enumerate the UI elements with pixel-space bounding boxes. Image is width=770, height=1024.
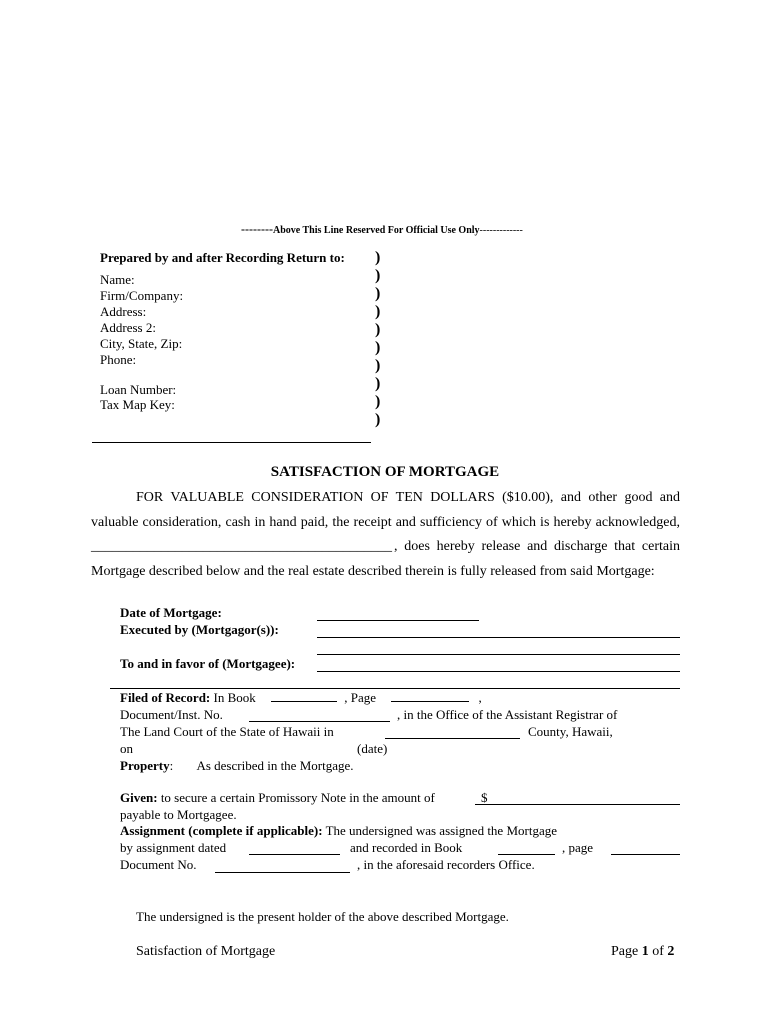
mortgagee-blank-1[interactable] [317,671,680,672]
property-line [120,758,354,774]
book-blank[interactable] [271,690,337,702]
field-phone: Phone: [100,352,137,367]
body-line-3-text: , does hereby release and discharge that certain [394,539,680,554]
body-line-2: valuable consideration, cash in hand paid, the receipt and sufficiency of which is hereby acknowledged, [91,515,680,530]
prepared-by-heading: Prepared by and after Recording Return to: [100,250,345,265]
assignment-book-blank[interactable] [498,854,555,855]
of-word: of [652,944,664,959]
date-label: (date) [357,741,388,756]
prepared-by-divider [92,442,371,443]
paren: ) [375,267,381,284]
paren: ) [375,303,381,320]
field-address: Address: [100,304,147,319]
reserved-dashes-left: -------- [241,222,273,236]
releasor-blank[interactable]: ___________________________________________ [91,539,392,554]
document-no-blank[interactable] [215,872,350,873]
office-text: , in the Office of the Assistant Registrar of [397,707,618,722]
on-label: on [120,741,133,756]
assignment-line [120,823,557,839]
executed-by-label: Executed by (Mortgagor(s)): [120,622,279,637]
paren: ) [375,249,381,266]
paren: ) [375,285,381,302]
amount-blank[interactable] [475,804,680,805]
field-tax-map-key: Tax Map Key: [100,397,175,412]
date-of-mortgage-label: Date of Mortgage: [120,605,222,620]
holder-statement: The undersigned is the present holder of the above described Mortgage. [136,909,509,924]
given-label: Given: [120,790,158,805]
county-label: County, Hawaii, [528,724,613,739]
comma: , [478,690,482,705]
given-text: to secure a certain Promissory Note in the amount of [160,790,435,805]
in-book-label: In Book [213,690,256,705]
reserved-text: Above This Line Reserved For Official Use Only [272,225,480,236]
footer-title: Satisfaction of Mortgage [136,944,276,959]
executed-by-blank-2[interactable] [317,654,680,655]
given-line [120,790,435,806]
reserved-line [241,222,523,237]
executed-by-blank-1[interactable] [317,637,680,638]
property-colon: : [169,758,174,773]
filed-of-record-line [120,690,482,706]
field-firm: Firm/Company: [100,288,184,303]
field-loan-number: Loan Number: [100,382,177,397]
field-address-2: Address 2: [100,320,156,335]
assignment-text: The undersigned was assigned the Mortgage [325,823,557,838]
county-blank[interactable] [385,738,520,739]
filed-of-record-label: Filed of Record: [120,690,211,705]
payable-text: payable to Mortgagee. [120,807,237,822]
body-line-1: FOR VALUABLE CONSIDERATION OF TEN DOLLARS ($10.00), and other good and [136,490,680,505]
paren: ) [375,321,381,338]
mortgagee-blank-2[interactable] [110,688,680,689]
field-name: Name: [100,272,135,287]
document-inst-blank[interactable] [249,721,390,722]
dollar-sign: $ [481,790,488,805]
field-city-state-zip: City, State, Zip: [100,336,183,351]
paren: ) [375,411,381,428]
assignment-label: Assignment (complete if applicable): [120,823,323,838]
page-num: 1 [641,944,649,959]
by-assignment-label: by assignment dated [120,840,227,855]
page-total: 2 [667,944,675,959]
page-small-label: , page [562,840,594,855]
assignment-page-blank[interactable] [611,854,680,855]
paren: ) [375,357,381,374]
recorded-in-label: and recorded in Book [350,840,463,855]
footer-page-number [611,944,674,960]
paren: ) [375,393,381,410]
document-inst-label: Document/Inst. No. [120,707,223,722]
assignment-date-blank[interactable] [249,854,340,855]
paren: ) [375,339,381,356]
body-line-3 [91,539,680,555]
aforesaid-text: , in the aforesaid recorders Office. [357,857,535,872]
in-favor-of-label: To and in favor of (Mortgagee): [120,656,296,671]
property-label: Property [120,758,170,773]
page-word: Page [611,944,639,959]
page-label: , Page [344,690,377,705]
property-text: As described in the Mortgage. [196,758,354,773]
document-no-label: Document No. [120,857,197,872]
land-court-label: The Land Court of the State of Hawaii in [120,724,334,739]
reserved-dashes-right: ------------- [479,225,523,236]
paren: ) [375,375,381,392]
date-of-mortgage-blank[interactable] [317,620,479,621]
document-title: SATISFACTION OF MORTGAGE [270,464,500,480]
page-blank[interactable] [391,690,469,702]
body-line-4: Mortgage described below and the real estate described therein is fully released from said Mortgage: [91,564,655,579]
